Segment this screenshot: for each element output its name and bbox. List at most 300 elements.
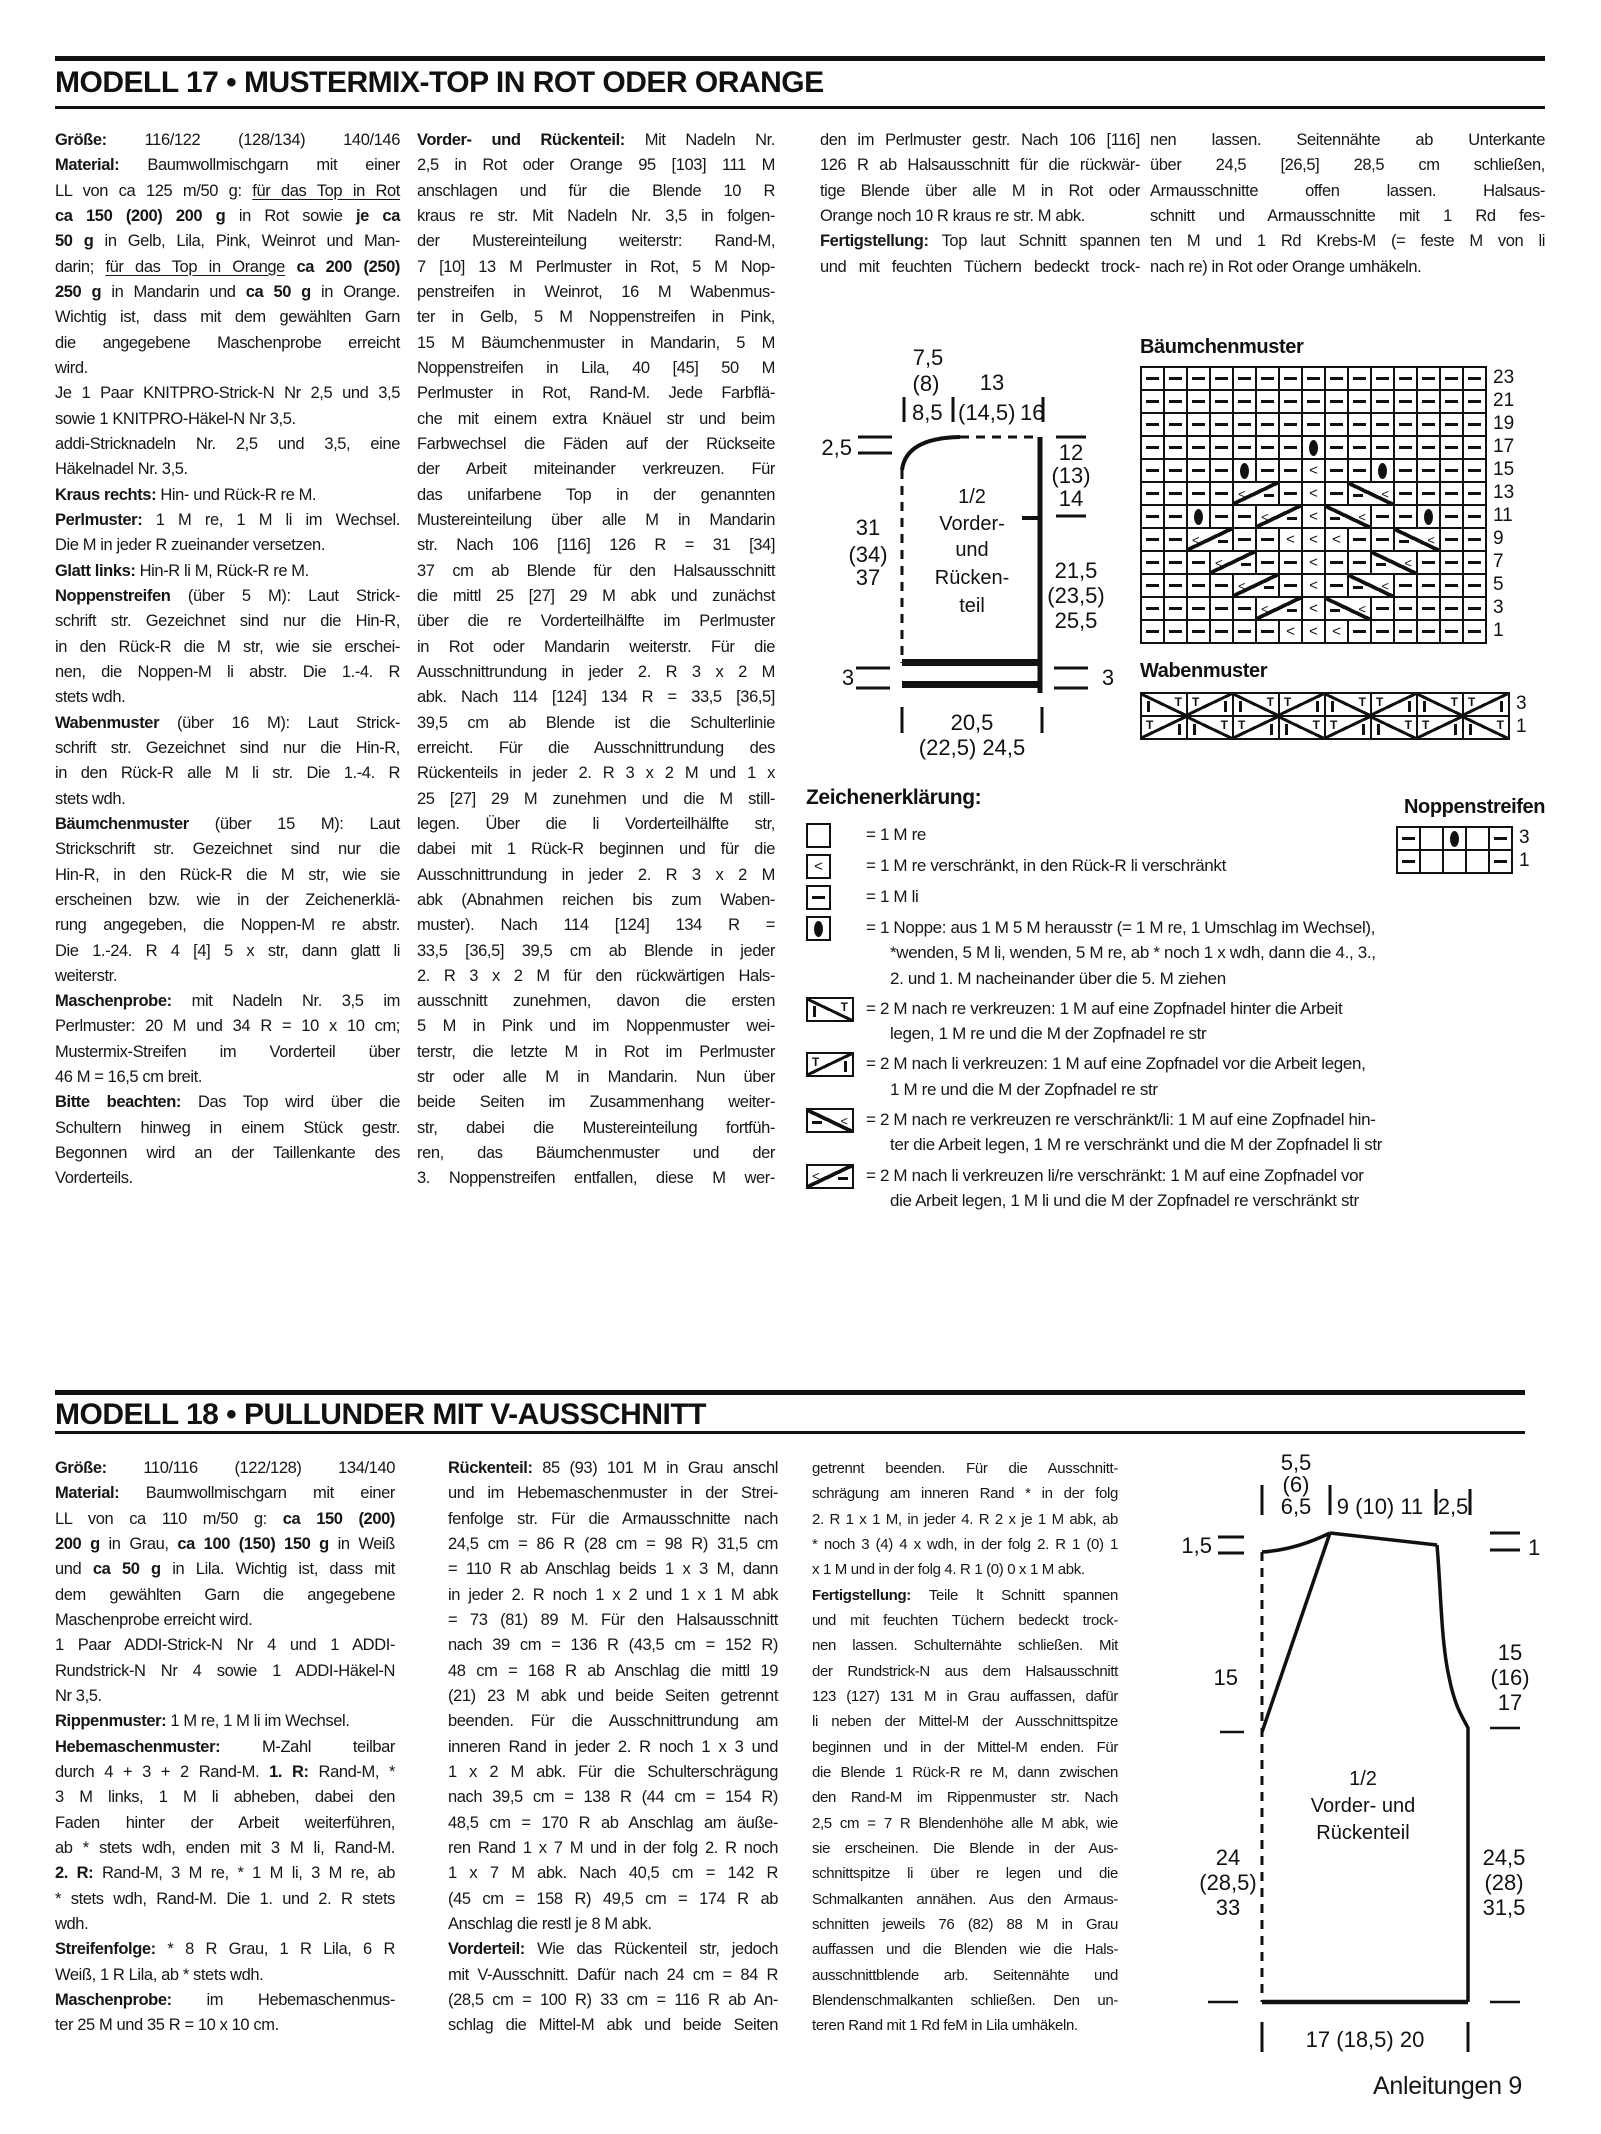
twist-cell: < [1301, 550, 1326, 575]
cross-right-cell: T [1416, 692, 1464, 717]
svg-text:(34): (34) [848, 542, 888, 567]
neck-curve [902, 437, 960, 470]
text-line: Rückenteils in jeder 2. R 3 x 2 M und 1 x [417, 764, 775, 783]
purl-cell [1462, 366, 1487, 391]
purl-cell [1163, 435, 1188, 460]
text-line: weiterstr. [55, 966, 118, 985]
purl-cell [1255, 458, 1280, 483]
row-number: 1 [1516, 715, 1527, 737]
cross-right-twist-cell: < [1393, 527, 1441, 552]
svg-text:1,5: 1,5 [1181, 1533, 1212, 1558]
svg-text:2,5: 2,5 [1437, 1494, 1469, 1519]
text-line: addi-Stricknadeln Nr. 2,5 und 3,5, eine [55, 434, 400, 453]
svg-text:2,5: 2,5 [821, 435, 852, 460]
purl-cell [1209, 596, 1234, 621]
legend-line: ter die Arbeit legen, 1 M re verschränkt und die M der Zopfnadel li str [890, 1135, 1383, 1155]
purl-cell [1370, 435, 1395, 460]
purl-cell [1140, 619, 1165, 644]
legend-text [866, 884, 918, 910]
purl-cell [1393, 458, 1418, 483]
svg-text:16: 16 [1020, 400, 1045, 425]
bobble-cell [1370, 458, 1395, 483]
twist-cell: < [1324, 619, 1349, 644]
chart-row [1140, 458, 1514, 481]
purl-cell [1462, 481, 1487, 506]
svg-text:14: 14 [1058, 486, 1084, 511]
text-line: und mit feuchten Tüchern bedeckt trock- [820, 257, 1140, 276]
title-rule-thick [55, 1390, 1525, 1395]
purl-cell [1462, 412, 1487, 437]
purl-cell [1163, 458, 1188, 483]
text-line: fenfolge str. Für die Armausschnitte nach [448, 1509, 778, 1528]
text-line: beenden. Für die Ausschnittrundung am [448, 1712, 778, 1731]
text-line: 33,5 [36,5] 39,5 cm ab Blende in jeder [417, 941, 775, 960]
text-line: anschlagen und für die Blende 10 R [417, 181, 775, 200]
purl-cell [1163, 412, 1188, 437]
cross-left-cell: T [1324, 715, 1372, 740]
cross-left-twist-cell: < [1255, 596, 1303, 621]
legend-symbol [806, 1163, 866, 1214]
purl-cell [1416, 458, 1441, 483]
purl-cell [1439, 389, 1464, 414]
legend-line: = 1 M re [866, 825, 927, 844]
text-line: schrift str. Gezeichnet sind nur die Hin-R, [55, 612, 400, 631]
purl-cell [1163, 596, 1188, 621]
svg-text:3: 3 [841, 665, 855, 690]
svg-text:17: 17 [1497, 1690, 1523, 1715]
purl-cell [1488, 826, 1513, 851]
purl-cell [1186, 435, 1211, 460]
text-line: in jeder 2. R noch 1 x 2 und 1 x 1 M abk [448, 1585, 778, 1604]
purl-cell [1232, 435, 1257, 460]
bobble-cell [1416, 504, 1441, 529]
text-line: Vorderteils. [55, 1169, 133, 1188]
text-line: 123 (127) 131 M in Grau auffassen, dafür [812, 1687, 1118, 1705]
purl-cell [1416, 435, 1441, 460]
text-line: Armausschnitte offen lassen. Halsaus- [1150, 181, 1545, 200]
text-line: abk (Abnahmen reichen bis zum Waben- [417, 890, 775, 909]
purl-cell [1232, 366, 1257, 391]
purl-cell [1370, 504, 1395, 529]
text-line: 126 R ab Halsausschnitt für die rückwär- [820, 156, 1140, 175]
chart-row [1140, 550, 1514, 573]
text-line: Glatt links: Hin-R li M, Rück-R re M. [55, 561, 309, 580]
purl-cell [1462, 458, 1487, 483]
svg-text:20,5: 20,5 [950, 710, 994, 735]
svg-text:8,5: 8,5 [912, 400, 943, 425]
armhole-side [1437, 1545, 1468, 2002]
svg-text:(16): (16) [1490, 1665, 1530, 1690]
page-footer: Anleitungen 9 [1372, 2072, 1522, 2100]
twist-cell: < [806, 854, 831, 879]
purl-cell [1347, 366, 1372, 391]
text-line: die angegebene Maschenprobe erreicht [55, 333, 400, 352]
twist-cell: < [1301, 527, 1326, 552]
text-line: schrägung am inneren Rand * in der folg [812, 1485, 1118, 1503]
purl-cell [1393, 389, 1418, 414]
text-line: ter in Gelb, 5 M Noppenstreifen in Pink, [417, 308, 775, 327]
purl-cell [1462, 527, 1487, 552]
text-line: ausschnittblende arb. Seitennähte und [812, 1966, 1118, 1984]
cross-right-twist-cell: < [1324, 596, 1372, 621]
svg-text:Vorder-: Vorder- [939, 513, 1005, 535]
text-line: Maschenprobe: mit Nadeln Nr. 3,5 im [55, 992, 400, 1011]
bobble-cell [1301, 435, 1326, 460]
purl-cell [806, 885, 831, 910]
svg-text:(23,5): (23,5) [1047, 583, 1105, 608]
legend-line: = 1 Noppe: aus 1 M 5 M herausstr (= 1 M re, 1 Umschlag im Wechsel), [866, 918, 1376, 937]
purl-cell [1439, 458, 1464, 483]
purl-cell [1347, 619, 1372, 644]
cross-left-twist-cell: < [1186, 527, 1234, 552]
text-line: rung angegeben, die Noppen-M re abstr. [55, 916, 400, 935]
purl-cell [1393, 435, 1418, 460]
purl-cell [1209, 619, 1234, 644]
noppenstreifen-label: Noppenstreifen [1404, 796, 1546, 818]
cross-right-twist-cell: < [1370, 550, 1418, 575]
cross-left-cell: T [1416, 715, 1464, 740]
purl-cell [1439, 504, 1464, 529]
legend-symbol [806, 915, 866, 991]
text-line: Fertigstellung: Teile lt Schnitt spannen [812, 1586, 1118, 1604]
purl-cell [1186, 458, 1211, 483]
text-line: Wabenmuster (über 16 M): Laut Strick- [55, 713, 400, 732]
baeumchenmuster-chart [1140, 366, 1514, 642]
text-line: beginnen und in der Mittel-M enden. Für [812, 1738, 1118, 1756]
m18-column-2 [448, 1456, 778, 2039]
cross-left-cell: T [806, 1052, 854, 1077]
svg-text:(28,5): (28,5) [1199, 1870, 1257, 1895]
text-line: 1 x 2 M abk. Für die Schulterschrägung [448, 1762, 778, 1781]
purl-cell [1209, 435, 1234, 460]
text-line: erreicht. Für die Ausschnittrundung des [417, 738, 775, 757]
row-number: 15 [1493, 458, 1515, 480]
text-line: 25 [27] 29 M zunehmen und die M still- [417, 789, 775, 808]
text-line: ten M und 1 Rd Krebs-M (= feste M von li [1150, 232, 1545, 251]
text-line: muster). Nach 114 [124] 134 R = [417, 916, 775, 935]
purl-cell [1393, 619, 1418, 644]
legend-symbol [806, 853, 866, 879]
purl-cell [1347, 389, 1372, 414]
purl-cell [1416, 412, 1441, 437]
text-line: Mustereinteilung über alle M in Mandarin [417, 510, 775, 529]
text-line: auffassen und die Blenden wie die Hals- [812, 1941, 1118, 1959]
chart-row [1140, 435, 1514, 458]
purl-cell [1186, 596, 1211, 621]
cross-right-twist-cell: < [1324, 504, 1372, 529]
svg-text:(13): (13) [1051, 463, 1091, 488]
legend-line: = 1 M li [866, 887, 919, 906]
purl-cell [1278, 481, 1303, 506]
text-line: (21) 23 M abk und beide Seiten getrennt [448, 1686, 778, 1705]
legend-text [866, 1051, 1366, 1102]
purl-cell [1324, 435, 1349, 460]
text-line: nach re) in Rot oder Orange umhäkeln. [1150, 257, 1422, 276]
legend-line: 2. und 1. M nacheinander über die 5. M ziehen [890, 968, 1226, 988]
text-line: Streifenfolge: * 8 R Grau, 1 R Lila, 6 R [55, 1940, 395, 1959]
text-line: Bäumchenmuster (über 15 M): Laut [55, 814, 400, 833]
purl-cell [1209, 504, 1234, 529]
text-line: Farbwechsel die Fäden auf der Rückseite [417, 434, 775, 453]
purl-cell [1232, 389, 1257, 414]
purl-cell [1255, 389, 1280, 414]
knit-cell [1419, 849, 1444, 874]
text-line: 48 cm = 168 R ab Anschlag die mittl 19 [448, 1661, 778, 1680]
chart-row [1140, 389, 1514, 412]
purl-cell [1393, 596, 1418, 621]
purl-cell [1370, 366, 1395, 391]
bobble-cell [806, 916, 831, 941]
purl-cell [1301, 366, 1326, 391]
legend-text [866, 915, 1376, 991]
text-line: terstr, die letzte M in Rot im Perlmuster [417, 1042, 775, 1061]
legend-text [866, 1107, 1382, 1158]
text-line: str. Nach 106 [116] 126 R = 31 [34] [417, 536, 775, 555]
purl-cell [1462, 573, 1487, 598]
purl-cell [1186, 573, 1211, 598]
model17-title: MODELL 17 • MUSTERMIX-TOP IN ROT ODER ORANGE [55, 66, 824, 99]
purl-cell [1393, 504, 1418, 529]
text-line: inneren Rand in jeder 2. R noch 1 x 3 und [448, 1737, 778, 1756]
text-line: Je 1 Paar KNITPRO-Strick-N Nr 2,5 und 3,5 [55, 384, 400, 403]
purl-cell [1232, 412, 1257, 437]
text-line: 2,5 cm = 7 R Blendenhöhe alle M abk, wie [812, 1814, 1118, 1832]
purl-cell [1370, 527, 1395, 552]
purl-cell [1396, 826, 1421, 851]
purl-cell [1462, 504, 1487, 529]
row-number: 9 [1493, 527, 1504, 549]
purl-cell [1324, 412, 1349, 437]
text-line: penstreifen in Weinrot, 16 M Wabenmus- [417, 282, 775, 301]
cross-right-cell: T [1462, 715, 1510, 740]
svg-text:(14,5): (14,5) [958, 400, 1016, 425]
text-line: teren Rand mit 1 Rd feM in Lila umhäkeln. [812, 2017, 1078, 2035]
row-number: 13 [1493, 481, 1515, 503]
purl-cell [1416, 619, 1441, 644]
svg-text:24: 24 [1215, 1845, 1241, 1870]
svg-text:15: 15 [1497, 1640, 1523, 1665]
text-line: 2. R 1 x 1 M, in jeder 4. R 2 x je 1 M abk, ab [812, 1510, 1118, 1528]
purl-cell [1140, 573, 1165, 598]
purl-cell [1439, 573, 1464, 598]
cross-left-cell: T [1462, 692, 1510, 717]
m18-column-1 [55, 1456, 395, 2039]
bobble-cell [1442, 826, 1467, 851]
row-number: 1 [1519, 849, 1530, 871]
legend-entry [806, 996, 1506, 1047]
text-line: dem gewählten Garn die angegebene [55, 1585, 395, 1604]
svg-text:7,5: 7,5 [912, 345, 944, 370]
text-line: in den Rück-R die M str, wie sie erschei- [55, 637, 400, 656]
purl-cell [1416, 481, 1441, 506]
text-line: sowie 1 KNITPRO-Häkel-N Nr 3,5. [55, 409, 296, 428]
text-line: Perlmuster: 1 M re, 1 M li im Wechsel. [55, 510, 400, 529]
legend-line: *wenden, 5 M li, wenden, 5 M re, ab * noch 1 x wdh, dann die 4., 3., [890, 943, 1376, 963]
svg-text:Rücken-: Rücken- [934, 567, 1010, 589]
text-line: Häkelnadel Nr. 3,5. [55, 460, 188, 479]
purl-cell [1301, 389, 1326, 414]
row-number: 7 [1493, 550, 1504, 572]
purl-cell [1416, 550, 1441, 575]
svg-text:3: 3 [1101, 665, 1115, 690]
text-line: 5 M in Pink und im Noppenmuster wei- [417, 1017, 775, 1036]
cross-left-cell: T [1278, 692, 1326, 717]
purl-cell [1278, 389, 1303, 414]
text-line: Nr 3,5. [55, 1686, 102, 1705]
svg-text:25,5: 25,5 [1054, 608, 1098, 633]
purl-cell [1347, 550, 1372, 575]
wabenmuster-label: Wabenmuster [1140, 660, 1268, 682]
text-line: nen lassen. Seitennähte ab Unterkante [1150, 131, 1545, 149]
purl-cell [1416, 573, 1441, 598]
purl-cell [1232, 527, 1257, 552]
purl-cell [1209, 389, 1234, 414]
text-line: str, dabei die Mustereinteilung fortfüh- [417, 1118, 775, 1137]
text-line: wdh. [55, 1914, 89, 1933]
purl-cell [1439, 596, 1464, 621]
purl-cell [1209, 412, 1234, 437]
chart-row [1140, 619, 1514, 642]
purl-cell [1163, 389, 1188, 414]
svg-text:31: 31 [855, 515, 881, 540]
svg-text:9 (10) 11: 9 (10) 11 [1336, 1494, 1424, 1519]
text-line: 2,5 in Rot oder Orange 95 [103] 111 M [417, 156, 775, 175]
text-line: Perlmuster: 20 M und 34 R = 10 x 10 cm; [55, 1017, 400, 1036]
text-line: * stets wdh, Rand-M. Die 1. und 2. R stets [55, 1889, 395, 1908]
text-line: legen. Über die li Vorderteilhälfte str, [417, 814, 775, 833]
svg-text:1/2: 1/2 [1349, 1768, 1377, 1790]
text-line: Bitte beachten: Das Top wird über die [55, 1093, 400, 1112]
twist-cell: < [1301, 573, 1326, 598]
purl-cell [1439, 550, 1464, 575]
purl-cell [1278, 573, 1303, 598]
text-line: Mustermix-Streifen im Vorderteil über [55, 1042, 400, 1061]
bobble-cell [1232, 458, 1257, 483]
chart-row [1396, 826, 1530, 849]
chart-row [1140, 573, 1514, 596]
purl-cell [1186, 619, 1211, 644]
legend-title: Zeichenerklärung: [806, 786, 982, 809]
twist-cell: < [1278, 619, 1303, 644]
legend-line: = 1 M re verschränkt, in den Rück-R li verschränkt [866, 856, 1226, 875]
text-line: 200 g in Grau, ca 100 (150) 150 g in Weiß [55, 1534, 395, 1553]
cross-left-twist-cell: < [806, 1164, 854, 1189]
text-line: Größe: 110/116 (122/128) 134/140 [55, 1459, 395, 1477]
text-line: x 1 M und in der folg 4. R 1 (0) 0 x 1 M abk. [812, 1561, 1085, 1579]
text-line: = 73 (81) 89 M. Für den Halsausschnitt [448, 1610, 778, 1629]
legend-text [866, 996, 1342, 1047]
text-line: durch 4 + 3 + 2 Rand-M. 1. R: Rand-M, * [55, 1762, 395, 1781]
text-line: Vorderteil: Wie das Rückenteil str, jedoch [448, 1940, 778, 1959]
text-line: in Rot oder Mandarin weiterstr. Für die [417, 637, 775, 656]
purl-cell [1140, 504, 1165, 529]
row-number: 21 [1493, 389, 1515, 411]
text-line: 39,5 cm ab Blende ist die Schulterlinie [417, 713, 775, 732]
purl-cell [1232, 504, 1257, 529]
purl-cell [1439, 435, 1464, 460]
cross-right-cell: T [1324, 692, 1372, 717]
text-line: in den Rück-R alle M li str. Die 1.-4. R [55, 764, 400, 783]
svg-text:12: 12 [1058, 440, 1084, 465]
text-line: Hin-R, in den Rück-R die M str, wie sie [55, 865, 400, 884]
text-line: nach 39,5 cm = 138 R (44 cm = 154 R) [448, 1788, 778, 1807]
purl-cell [1370, 619, 1395, 644]
svg-text:(22,5) 24,5: (22,5) 24,5 [918, 735, 1026, 760]
text-line: ter 25 M und 35 R = 10 x 10 cm. [55, 2016, 279, 2035]
text-line: Maschenprobe: im Hebemaschenmus- [55, 1990, 395, 2009]
purl-cell [1439, 619, 1464, 644]
knit-cell [1465, 849, 1490, 874]
text-line: 24,5 cm = 86 R (28 cm = 98 R) 31,5 cm [448, 1534, 778, 1553]
legend-symbol [806, 1051, 866, 1102]
text-line: Anschlag die restl je 8 M abk. [448, 1914, 652, 1933]
text-line: li neben der Mittel-M der Ausschnittspitze [812, 1713, 1118, 1731]
text-line: schlag die Mittel-M abk und beide Seiten [448, 2016, 778, 2035]
purl-cell [1186, 366, 1211, 391]
svg-text:Vorder- und: Vorder- und [1310, 1795, 1416, 1817]
text-line: und ca 50 g in Lila. Wichtig ist, dass mit [55, 1560, 395, 1579]
text-line: der Mustereinteilung weiterstr: Rand-M, [417, 232, 775, 251]
text-line: dabei mit 1 Rück-R beginnen und für die [417, 840, 775, 859]
purl-cell [1186, 389, 1211, 414]
text-line: Schultern hinweg in einem Stück gestr. [55, 1118, 400, 1137]
purl-cell [1163, 550, 1188, 575]
purl-cell [1255, 550, 1280, 575]
m18-column-3 [812, 1456, 1118, 2039]
purl-cell [1255, 435, 1280, 460]
text-line: nen, die Noppen-M li abstr. Die 1.-4. R [55, 662, 400, 681]
text-line: 46 M = 16,5 cm breit. [55, 1068, 203, 1087]
text-line: schnittspitze li über re legen und die [812, 1865, 1118, 1883]
chart-row [1140, 527, 1514, 550]
purl-cell [1209, 573, 1234, 598]
legend-text [866, 853, 1226, 879]
row-number: 1 [1493, 619, 1504, 641]
purl-cell [1324, 481, 1349, 506]
text-line: stets wdh. [55, 789, 126, 808]
twist-cell: < [1301, 504, 1326, 529]
chart-row [1140, 504, 1514, 527]
text-line: ren Rand 1 x 7 M und in der folg 2. R noch [448, 1838, 778, 1857]
legend-line: = 2 M nach li verkreuzen: 1 M auf eine Zopfnadel vor die Arbeit legen, [866, 1054, 1366, 1074]
chart-row [1140, 596, 1514, 619]
text-line: 50 g in Gelb, Lila, Pink, Weinrot und Man- [55, 232, 400, 251]
text-line: Rückenteil: 85 (93) 101 M in Grau anschl [448, 1459, 778, 1477]
text-line: Rundstrick-N Nr 4 sowie 1 ADDI-Häkel-N [55, 1661, 395, 1680]
text-line: beide Seiten im Zusammenhang weiter- [417, 1093, 775, 1112]
legend-entry [806, 884, 1506, 910]
cross-left-cell: T [1232, 715, 1280, 740]
purl-cell [1370, 596, 1395, 621]
purl-cell [1347, 412, 1372, 437]
baeumchenmuster-label: Bäumchenmuster [1140, 336, 1304, 358]
purl-cell [1462, 435, 1487, 460]
purl-cell [1278, 412, 1303, 437]
knit-cell [1419, 826, 1444, 851]
knit-cell [1442, 849, 1467, 874]
purl-cell [1232, 596, 1257, 621]
legend-symbol [806, 996, 866, 1047]
text-line: ab * stets wdh, enden mit 3 M li, Rand-M. [55, 1838, 395, 1857]
cross-left-twist-cell: < [1232, 481, 1280, 506]
m17-column-2 [417, 128, 775, 1192]
svg-text:teil: teil [959, 595, 985, 617]
text-line: Vorder- und Rückenteil: Mit Nadeln Nr. [417, 131, 775, 149]
text-line: Begonnen wird an der Taillenkante des [55, 1144, 400, 1163]
cross-left-twist-cell: < [1255, 504, 1303, 529]
m17-schematic [820, 335, 1150, 775]
text-line: 15 M Bäumchenmuster in Mandarin, 5 M [417, 333, 775, 352]
